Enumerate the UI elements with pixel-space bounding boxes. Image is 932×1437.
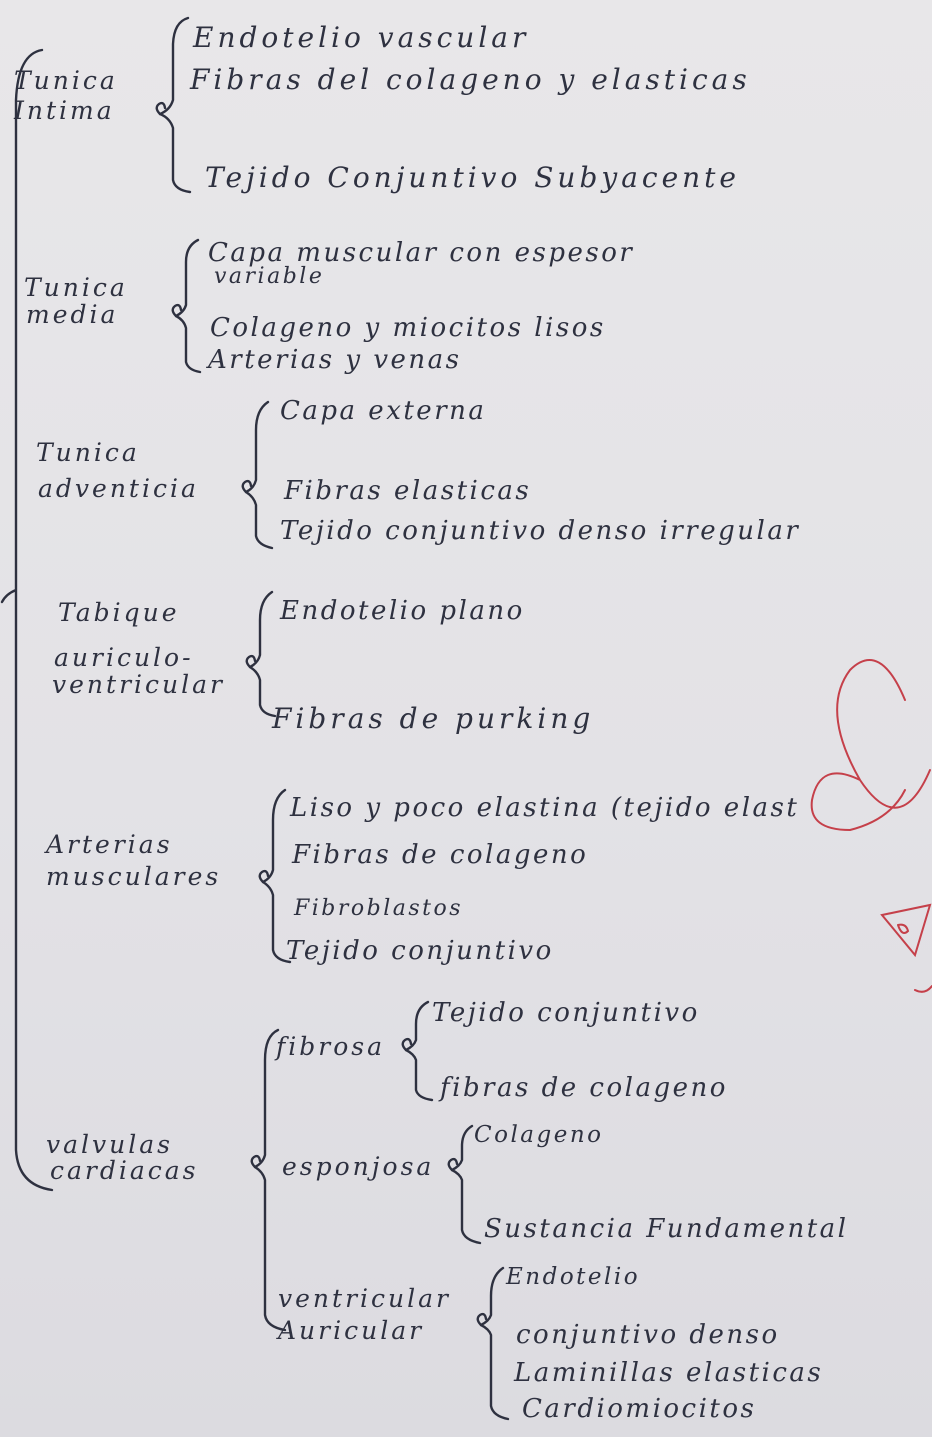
item-ventricular-3: Laminillas elasticas — [514, 1358, 824, 1388]
item-esponjosa-2: Sustancia Fundamental — [484, 1214, 849, 1244]
heading-intima-2: Intima — [14, 96, 115, 125]
heading-adventicia-1: Tunica — [36, 438, 140, 467]
item-intima-1: Endotelio vascular — [193, 21, 530, 54]
heading-media-1: Tunica — [24, 273, 128, 302]
heading-tabique-2: auriculo- — [54, 643, 194, 672]
item-arterias-2: Fibras de colageno — [292, 840, 589, 870]
heading-arterias-1: Arterias — [46, 830, 173, 859]
subheading-ventricular-2: Auricular — [278, 1316, 425, 1345]
item-arterias-4: Tejido conjuntivo — [286, 936, 554, 966]
ventricular-bracket-icon — [481, 1268, 508, 1419]
item-media-1: Capa muscular con espesor — [208, 238, 635, 268]
heading-tabique-1: Tabique — [58, 598, 180, 627]
subheading-ventricular-1: ventricular — [278, 1284, 451, 1313]
fibrosa-bracket-icon — [406, 1002, 432, 1100]
subheading-esponjosa: esponjosa — [282, 1152, 435, 1181]
main-bracket-icon — [2, 50, 52, 1190]
item-tabique-2: Fibras de purking — [272, 702, 595, 735]
heading-valvulas-2: cardiacas — [50, 1156, 199, 1185]
item-intima-3: Tejido Conjuntivo Subyacente — [205, 161, 740, 194]
red-doodle-icon — [812, 660, 932, 992]
heading-media-2: media — [26, 300, 119, 329]
item-intima-2: Fibras del colageno y elasticas — [190, 63, 751, 96]
item-adventicia-1: Capa externa — [280, 396, 487, 426]
item-arterias-3: Fibroblastos — [294, 896, 464, 921]
item-ventricular-4: Cardiomiocitos — [522, 1394, 757, 1424]
heading-adventicia-2: adventicia — [38, 474, 199, 503]
item-adventicia-3: Tejido conjuntivo denso irregular — [280, 516, 801, 546]
item-media-4: Arterias y venas — [208, 345, 462, 375]
subheading-fibrosa: fibrosa — [276, 1032, 385, 1061]
item-fibrosa-1: Tejido conjuntivo — [432, 998, 700, 1028]
item-ventricular-2: conjuntivo denso — [516, 1320, 780, 1350]
heading-tabique-3: ventricular — [52, 670, 225, 699]
item-media-3: Colageno y miocitos lisos — [210, 313, 606, 343]
item-ventricular-1: Endotelio — [506, 1264, 641, 1290]
heading-intima-1: Tunica — [14, 66, 118, 95]
item-tabique-1: Endotelio plano — [280, 596, 525, 626]
adventicia-bracket-icon — [246, 402, 272, 548]
heading-arterias-2: musculares — [46, 862, 222, 891]
item-fibrosa-2: fibras de colageno — [440, 1073, 728, 1103]
heading-valvulas-1: valvulas — [46, 1130, 173, 1159]
item-media-2: variable — [214, 264, 325, 289]
item-adventicia-2: Fibras elasticas — [284, 476, 532, 506]
tabique-bracket-icon — [250, 592, 275, 716]
item-arterias-1: Liso y poco elastina (tejido elast — [290, 793, 800, 823]
item-esponjosa-1: Colageno — [474, 1122, 604, 1148]
